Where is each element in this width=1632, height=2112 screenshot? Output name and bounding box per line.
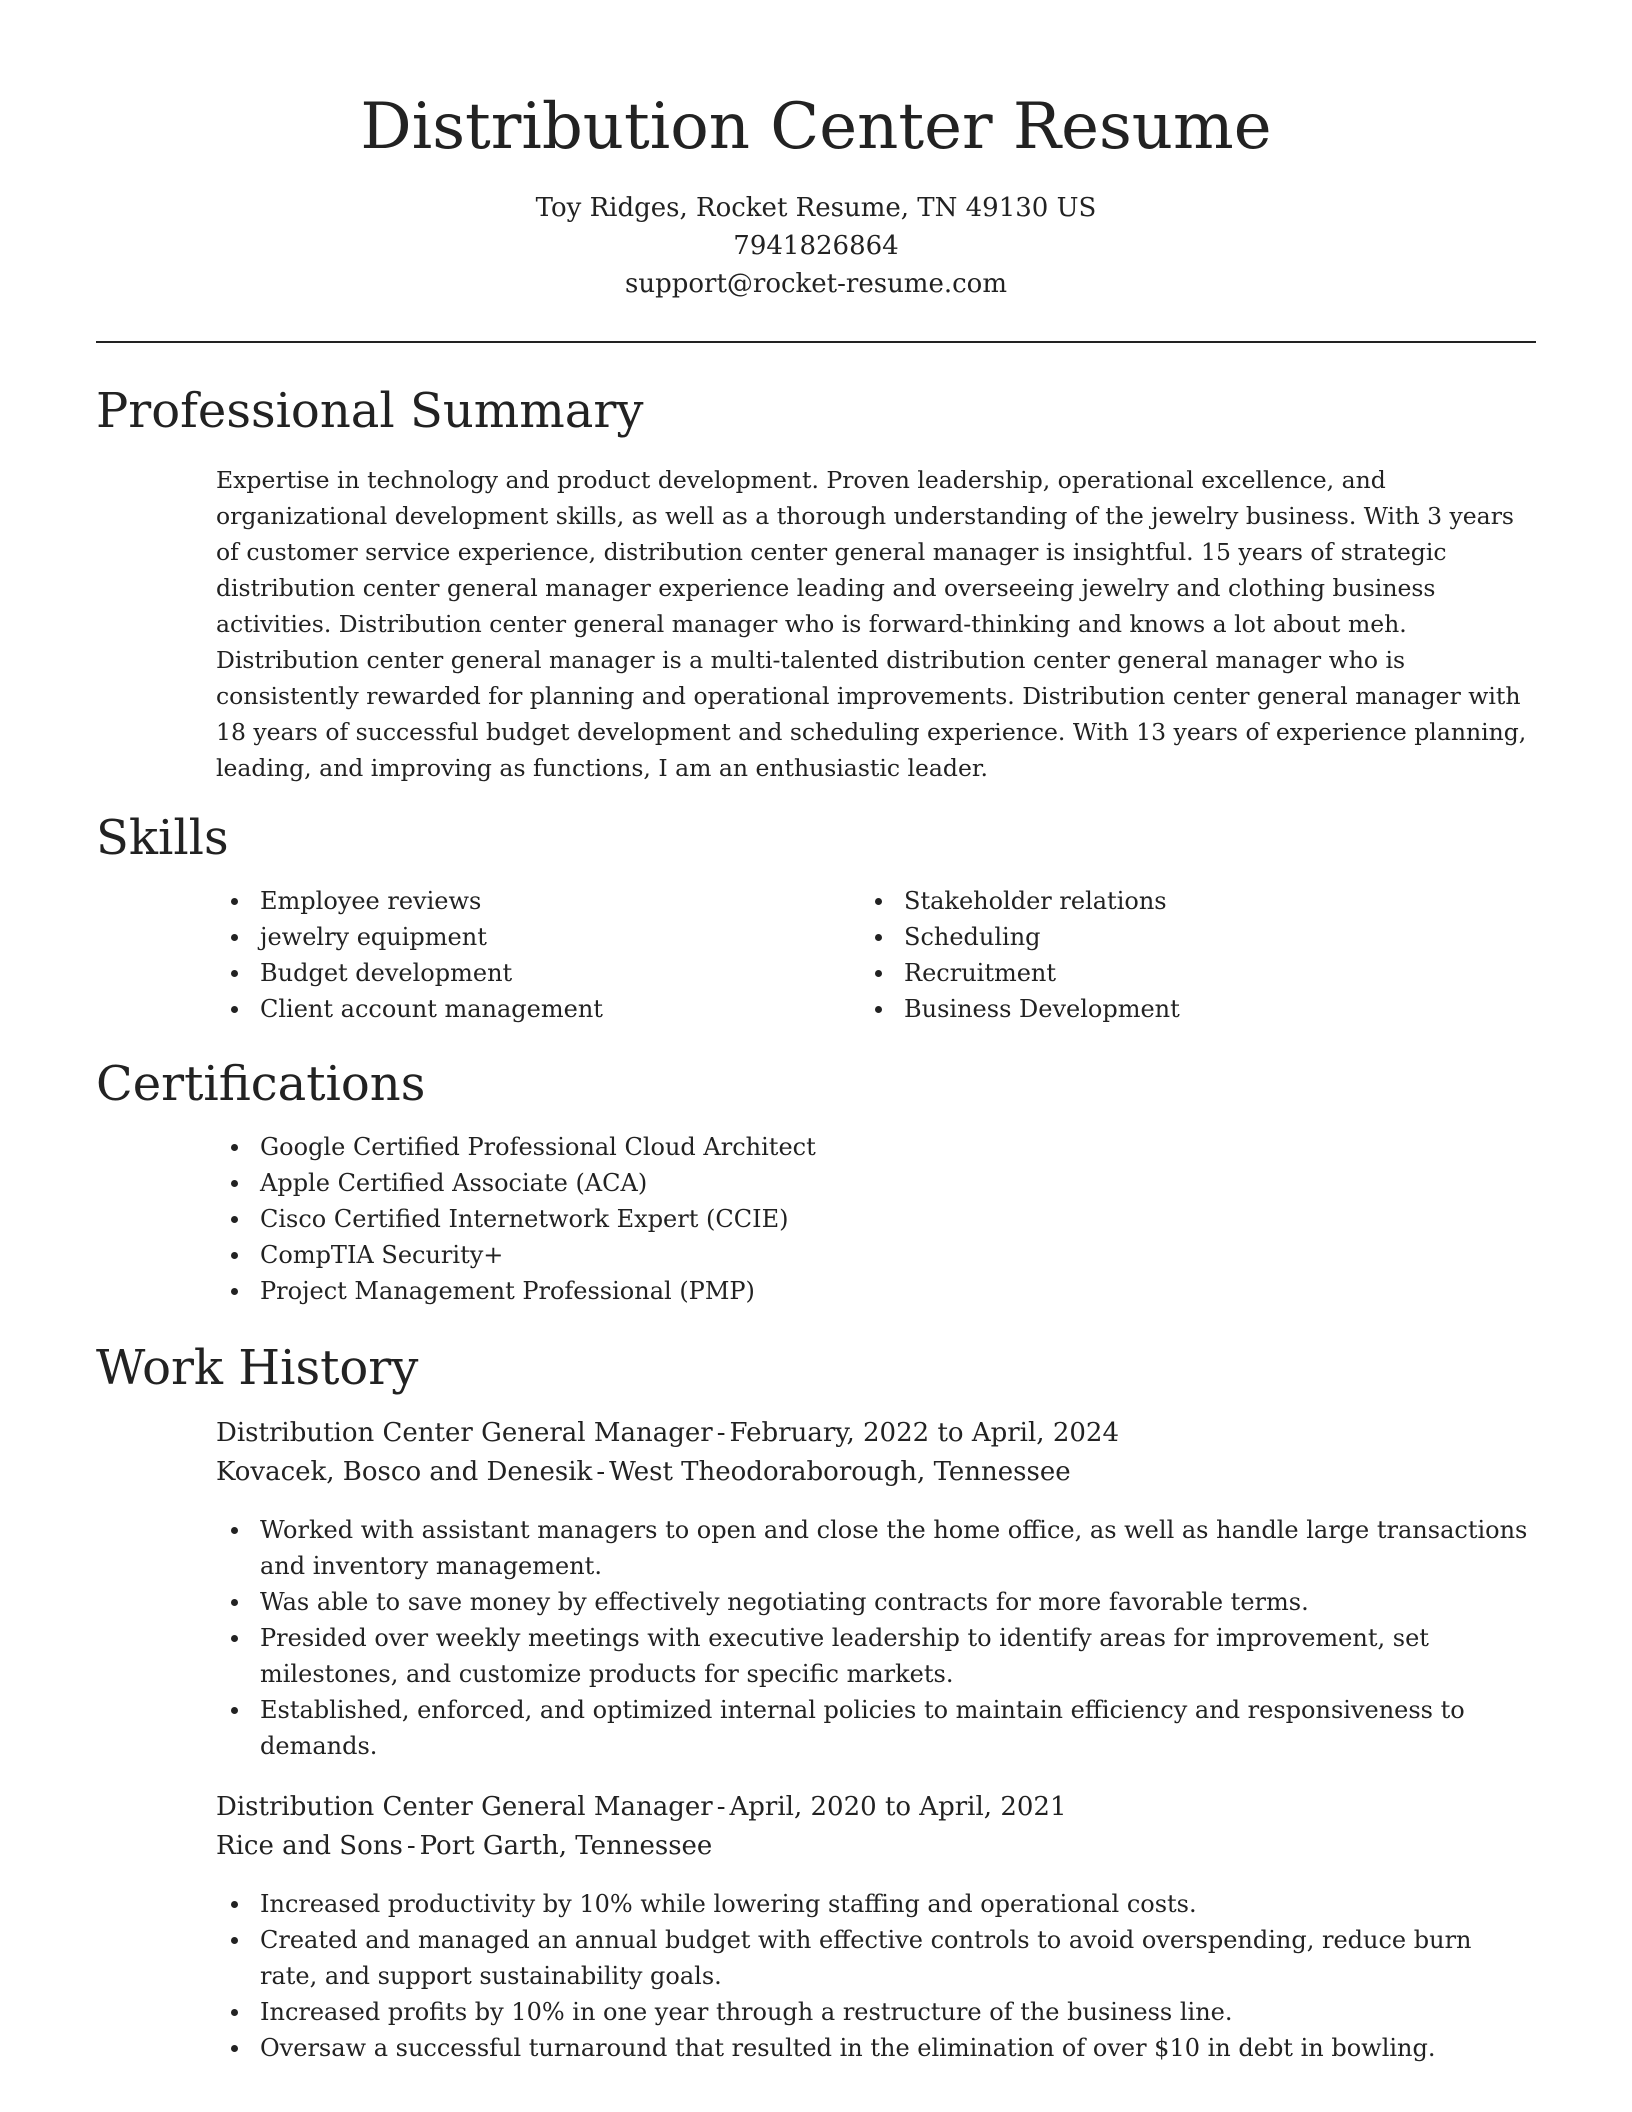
- job-bullet: Increased productivity by 10% while lowering staffing and operational costs.: [216, 1886, 1536, 1922]
- certification-item: CompTIA Security+: [216, 1237, 1536, 1273]
- separator: -: [716, 1792, 726, 1822]
- job-bullet: Established, enforced, and optimized internal policies to maintain efficiency and responsiveness to demands.: [216, 1692, 1536, 1764]
- skill-item: Employee reviews: [216, 883, 836, 919]
- certification-item: Google Certified Professional Cloud Architect: [216, 1129, 1536, 1165]
- work-history-heading: Work History: [96, 1340, 419, 1396]
- job-company: Rice and Sons: [216, 1831, 403, 1861]
- job-bullet: Oversaw a successful turnaround that resulted in the elimination of over $10 in debt in bowling.: [216, 2030, 1536, 2066]
- summary-heading: Professional Summary: [96, 383, 644, 439]
- header-divider: [96, 341, 1536, 343]
- skill-item: Budget development: [216, 955, 836, 991]
- separator: -: [406, 1831, 416, 1861]
- skill-item: Client account management: [216, 991, 836, 1027]
- skill-item: Stakeholder relations: [860, 883, 1500, 919]
- skills-list-right: [860, 883, 1500, 1027]
- certification-item: Project Management Professional (PMP): [216, 1273, 1536, 1309]
- certifications-heading: Certifications: [96, 1056, 426, 1112]
- skills-heading: Skills: [96, 810, 229, 866]
- certifications-list: [216, 1129, 1536, 1309]
- job-bullets: [216, 1512, 1536, 1764]
- skill-item: Business Development: [860, 991, 1500, 1027]
- skill-item: jewelry equipment: [216, 919, 836, 955]
- contact-address: Toy Ridges, Rocket Resume, TN 49130 US: [535, 193, 1097, 223]
- summary-text: Expertise in technology and product development. Proven leadership, operational excellence, and organizational development skills, as well as a thorough understanding of the jewelry business. With 3 years of customer service experience, distribution center general manager is insightful. 15 years of strategic distribution center general manager experience leading and overseeing jewelry and clothing business activities. Distribution center general manager who is forward-thinking and knows a lot about meh. Distribution center general manager is a multi-talented distribution center general manager who is consistently rewarded for planning and operational improvements. Distribution center general manager with 18 years of successful budget development and scheduling experience. With 13 years of experience planning, leading, and improving as functions, I am an enthusiastic leader.: [216, 466, 1527, 782]
- certification-item: Cisco Certified Internetwork Expert (CCIE): [216, 1201, 1536, 1237]
- job-bullets: [216, 1886, 1536, 2066]
- job-title: Distribution Center General Manager: [216, 1418, 713, 1448]
- job-dates: February, 2022 to April, 2024: [729, 1418, 1119, 1448]
- job-dates: April, 2020 to April, 2021: [729, 1792, 1067, 1822]
- job-title-line: [216, 1787, 1066, 1827]
- job-bullet: Worked with assistant managers to open and close the home office, as well as handle large transactions and inventory management.: [216, 1512, 1536, 1584]
- job-bullet: Was able to save money by effectively negotiating contracts for more favorable terms.: [216, 1584, 1536, 1620]
- contact-email: support@rocket-resume.com: [624, 269, 1007, 299]
- job-bullet: Increased profits by 10% in one year through a restructure of the business line.: [216, 1994, 1536, 2030]
- job-company-line: [216, 1452, 1071, 1492]
- job-bullet: Created and managed an annual budget with effective controls to avoid overspending, reduce burn rate, and support sustainability goals.: [216, 1922, 1536, 1994]
- job-title: Distribution Center General Manager: [216, 1792, 713, 1822]
- job-location: Port Garth, Tennessee: [419, 1831, 713, 1861]
- skills-list-left: [216, 883, 836, 1027]
- job-company-line: [216, 1826, 712, 1866]
- job-bullet: Presided over weekly meetings with executive leadership to identify areas for improvement, set milestones, and customize products for specific markets.: [216, 1620, 1536, 1692]
- job-company: Kovacek, Bosco and Denesik: [216, 1457, 593, 1487]
- job-location: West Theodoraborough, Tennessee: [609, 1457, 1071, 1487]
- contact-phone: 7941826864: [733, 231, 899, 261]
- resume-title: Distribution Center Resume: [360, 90, 1272, 164]
- job-title-line: [216, 1413, 1119, 1453]
- separator: -: [716, 1418, 726, 1448]
- separator: -: [596, 1457, 606, 1487]
- certification-item: Apple Certified Associate (ACA): [216, 1165, 1536, 1201]
- skill-item: Scheduling: [860, 919, 1500, 955]
- skill-item: Recruitment: [860, 955, 1500, 991]
